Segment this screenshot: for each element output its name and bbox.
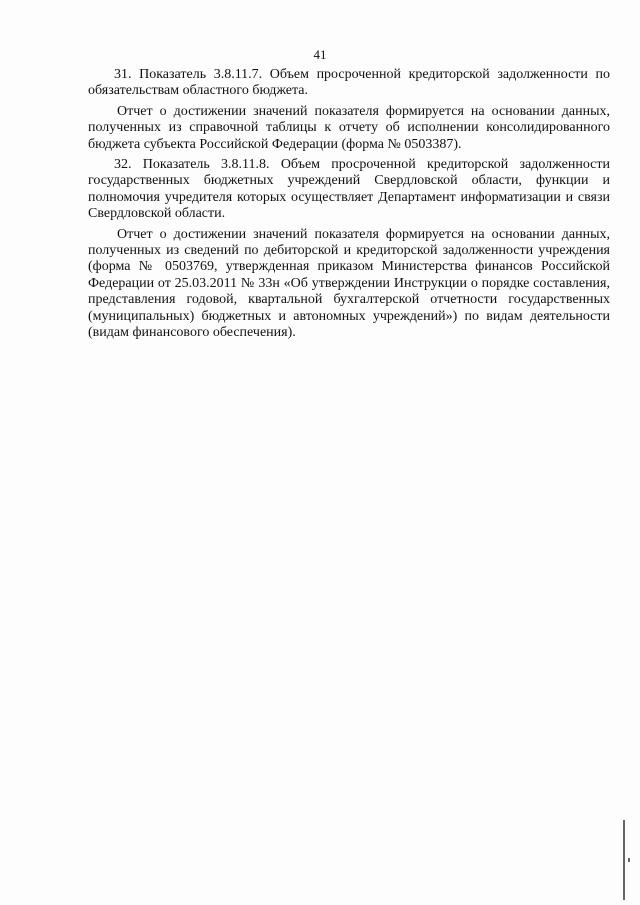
paragraph-report-32: Отчет о достижении значений показателя формируется на основании данных, полученных из сведений по дебиторской и кредиторской задолженности учреждения (форма № 0503769, утвержденная приказом Министерства финансов Российской Федерации от 25.03.2011 № 33н «Об утверждении Инструкции о порядке составления, представления годовой, квартальной бухгалтерской отчетности государственных (муниципальных) бюджетных и автономных учреждений») по видам деятельности (видам финансового обеспечения). xyxy=(88,226,610,341)
paragraph-indicator-31: 31. Показатель 3.8.11.7. Объем просроченной кредиторской задолженности по обязательствам областного бюджета. xyxy=(88,67,610,99)
paragraph-indicator-32: 32. Показатель 3.8.11.8. Объем просроченной кредиторской задолженности государственных бюджетных учреждений Свердловской области, функции и полномочия учредителя которых осуществляет Департамент информатизации и связи Свердловской области. xyxy=(88,157,610,222)
scan-edge-mark xyxy=(628,858,630,862)
paragraph-report-31: Отчет о достижении значений показателя формируется на основании данных, полученных из справочной таблицы к отчету об исполнении консолидированного бюджета субъекта Российской Федерации (форма № 0503387). xyxy=(88,103,610,152)
page-number: 41 xyxy=(313,47,327,62)
scan-edge-mark xyxy=(623,820,625,900)
document-body xyxy=(88,67,610,346)
